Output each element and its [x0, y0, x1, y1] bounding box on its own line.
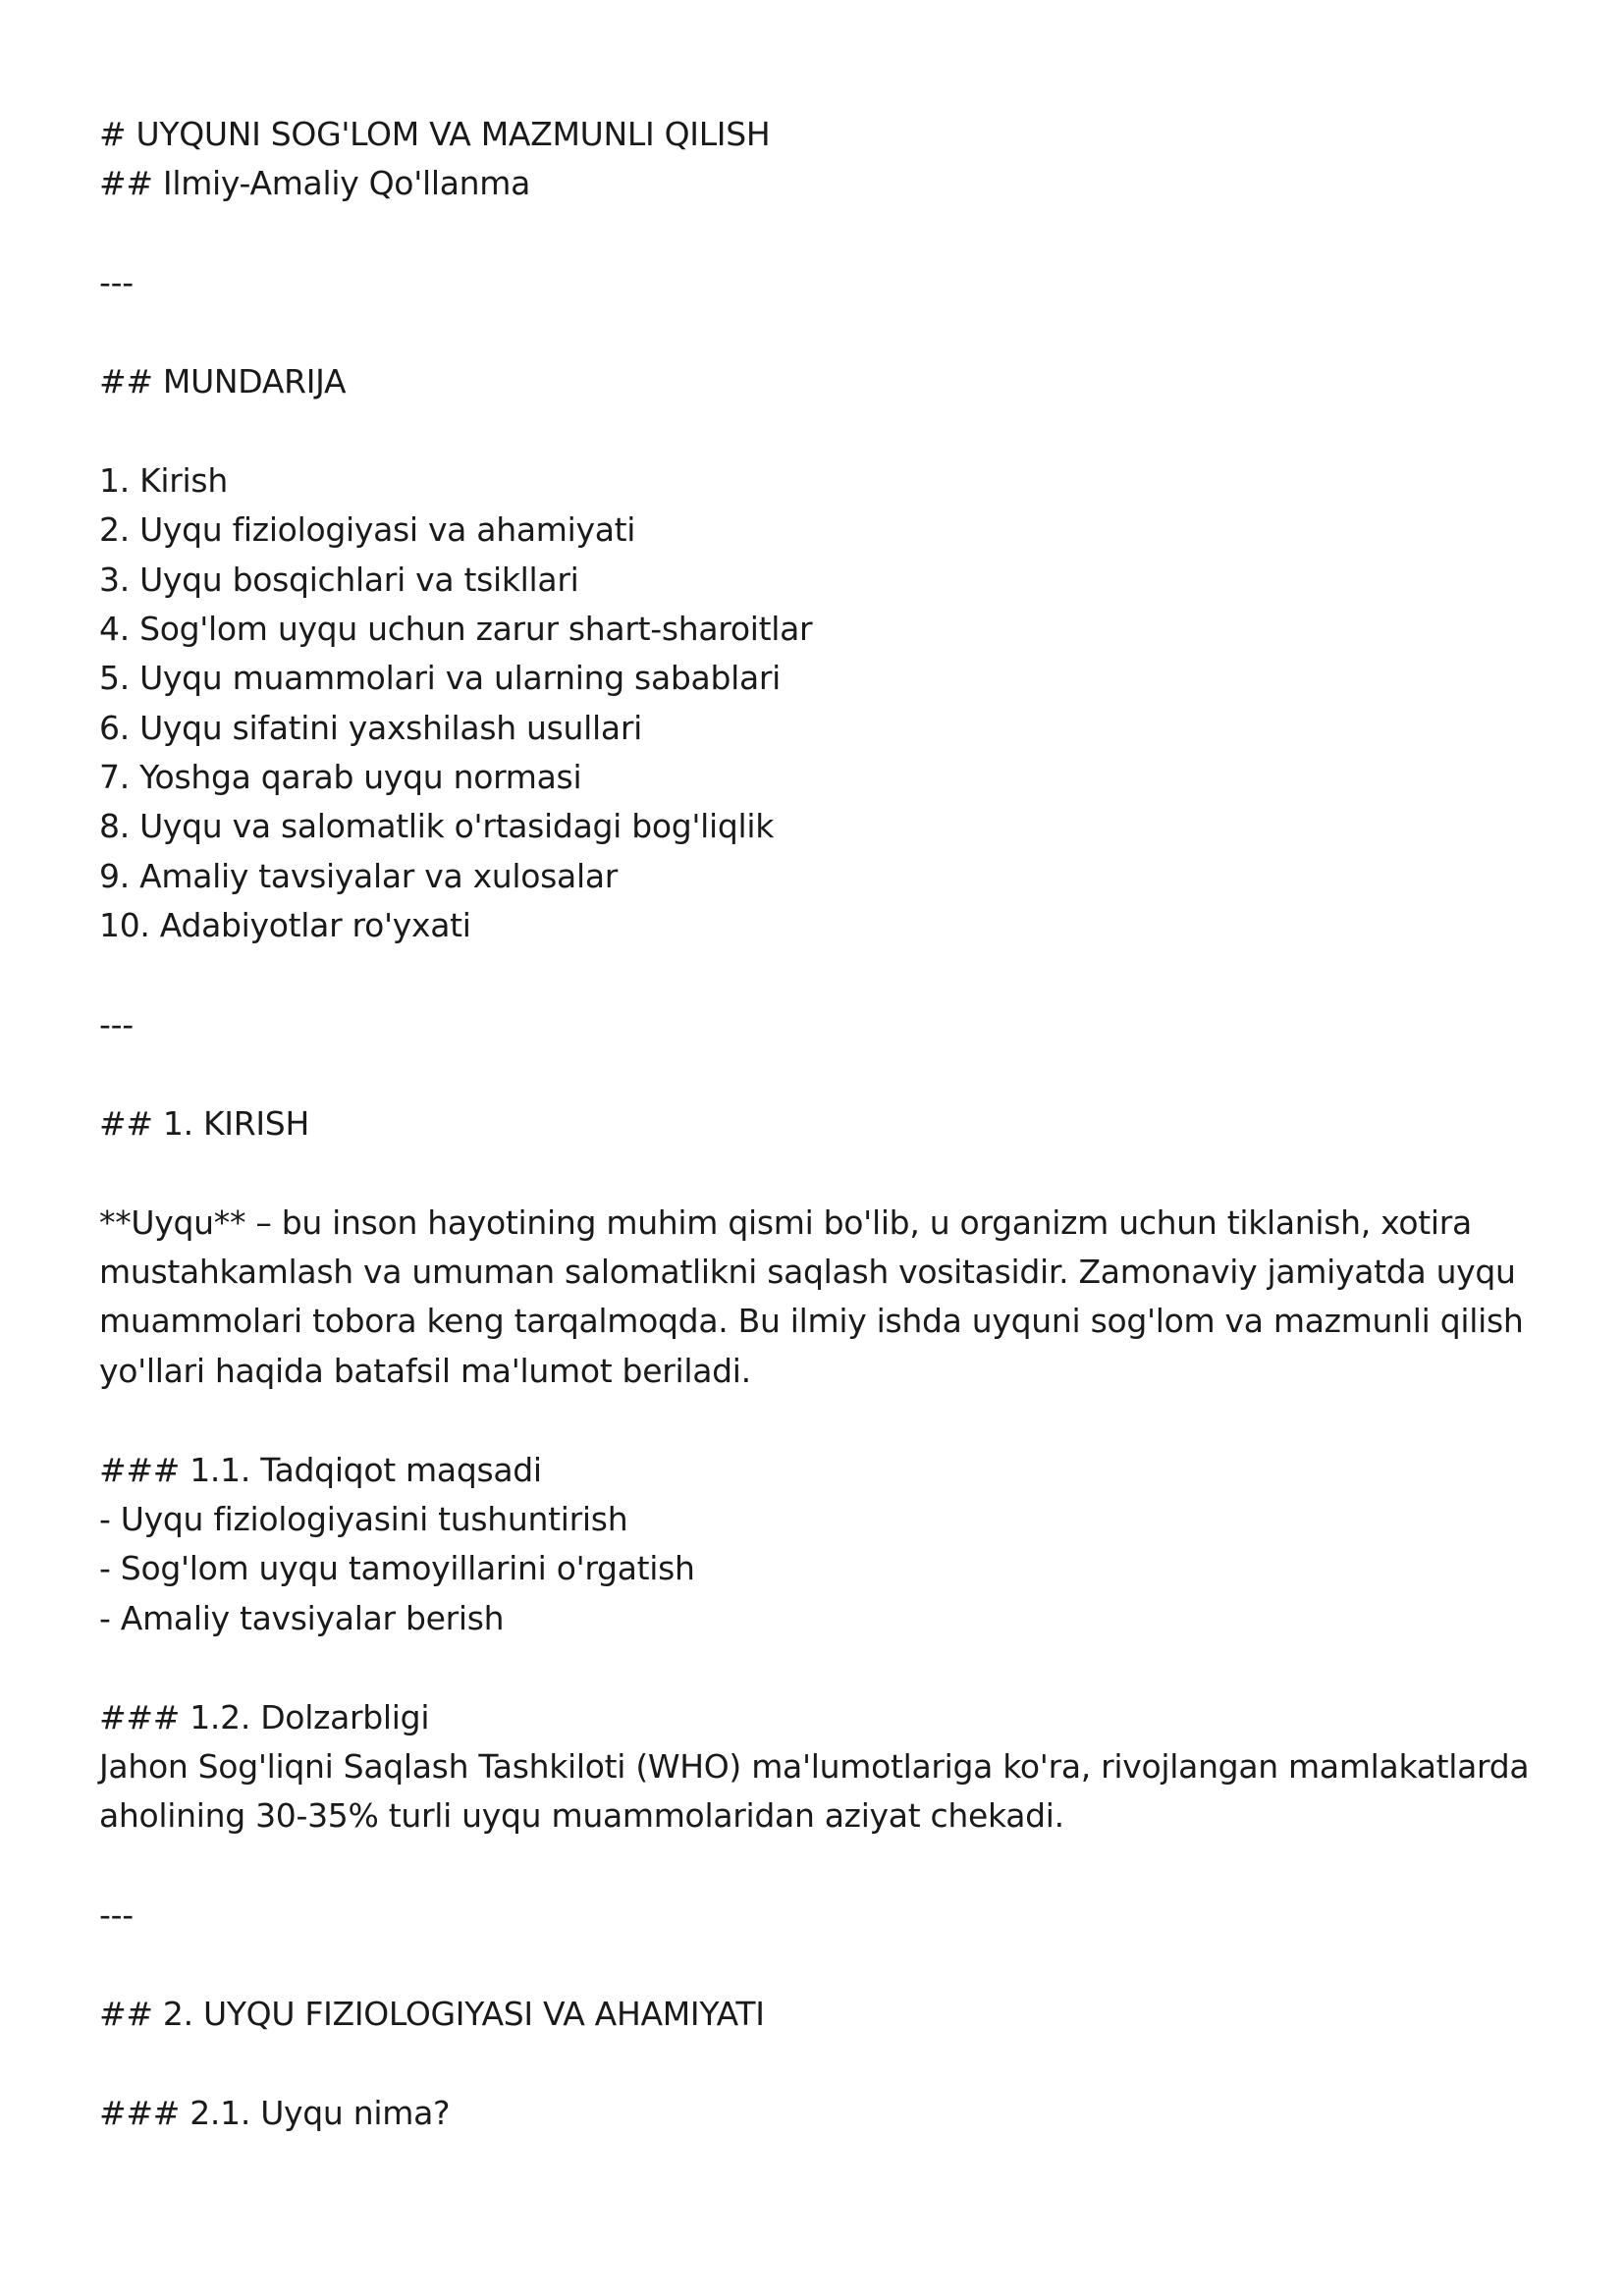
separator: ---: [99, 1896, 134, 1935]
toc-item: 9. Amaliy tavsiyalar va xulosalar: [99, 856, 619, 895]
toc-item: 6. Uyqu sifatini yaxshilash usullari: [99, 708, 642, 747]
paragraph-line: mustahkamlash va umuman salomatlikni saqlash vositasidir. Zamonaviy jamiyatda uyqu: [99, 1252, 1516, 1291]
blank-line: [99, 1049, 1533, 1098]
intro-paragraph: [99, 1199, 1533, 1397]
toc-heading: ## MUNDARIJA: [99, 361, 347, 400]
blank-line: [99, 209, 1533, 258]
blank-line: [99, 1396, 1533, 1445]
separator: ---: [99, 1005, 134, 1044]
paragraph-line: aholining 30-35% turli uyqu muammolaridan aziyat chekadi.: [99, 1796, 1064, 1836]
subsection-heading-uyqu-nima: ### 2.1. Uyqu nima?: [99, 2093, 451, 2132]
blank-line: [99, 308, 1533, 357]
toc-item: 2. Uyqu fiziologiyasi va ahamiyati: [99, 510, 636, 550]
toc-item: 10. Adabiyotlar ro'yxati: [99, 906, 471, 945]
list-item: - Amaliy tavsiyalar berish: [99, 1598, 505, 1637]
paragraph-line: yo'llari haqida batafsil ma'lumot beriladi.: [99, 1351, 751, 1390]
toc-item: 8. Uyqu va salomatlik o'rtasidagi bog'liqlik: [99, 807, 775, 846]
toc-item: 4. Sog'lom uyqu uchun zarur shart-sharoitlar: [99, 609, 813, 648]
paragraph-line: muammolari tobora keng tarqalmoqda. Bu ilmiy ishda uyquni sog'lom va mazmunli qilish: [99, 1302, 1524, 1341]
blank-line: [99, 1148, 1533, 1198]
goals-list: [99, 1495, 1533, 1643]
blank-line: [99, 1842, 1533, 1891]
section-heading-fiziologiya: ## 2. UYQU FIZIOLOGIYASI VA AHAMIYATI: [99, 1994, 765, 2033]
paragraph-line: **Uyqu** – bu inson hayotining muhim qismi bo'lib, u organizm uchun tiklanish, xotira: [99, 1202, 1472, 1242]
document-body: [99, 110, 1533, 2138]
toc-list: [99, 456, 1533, 951]
toc-item: 1. Kirish: [99, 460, 228, 500]
list-item: - Sog'lom uyqu tamoyillarini o'rgatish: [99, 1549, 695, 1588]
relevance-paragraph: [99, 1742, 1533, 1842]
blank-line: [99, 951, 1533, 1000]
section-heading-kirish: ## 1. KIRISH: [99, 1103, 309, 1143]
blank-line: [99, 1940, 1533, 1989]
blank-line: [99, 2039, 1533, 2088]
separator: ---: [99, 263, 134, 302]
document-subtitle: ## Ilmiy-Amaliy Qo'llanma: [99, 164, 531, 203]
subsection-heading-maqsad: ### 1.1. Tadqiqot maqsadi: [99, 1450, 542, 1489]
toc-item: 7. Yoshga qarab uyqu normasi: [99, 758, 582, 797]
blank-line: [99, 1643, 1533, 1692]
list-item: - Uyqu fiziologiyasini tushuntirish: [99, 1499, 628, 1538]
toc-item: 3. Uyqu bosqichlari va tsikllari: [99, 560, 579, 599]
paragraph-line: Jahon Sog'liqni Saqlash Tashkiloti (WHO) ma'lumotlariga ko'ra, rivojlangan mamlakatlarda: [99, 1746, 1530, 1786]
document-title: # UYQUNI SOG'LOM VA MAZMUNLI QILISH: [99, 115, 771, 153]
subsection-heading-dolzarbligi: ### 1.2. Dolzarbligi: [99, 1697, 430, 1736]
blank-line: [99, 406, 1533, 455]
toc-item: 5. Uyqu muammolari va ularning sabablari: [99, 659, 782, 698]
